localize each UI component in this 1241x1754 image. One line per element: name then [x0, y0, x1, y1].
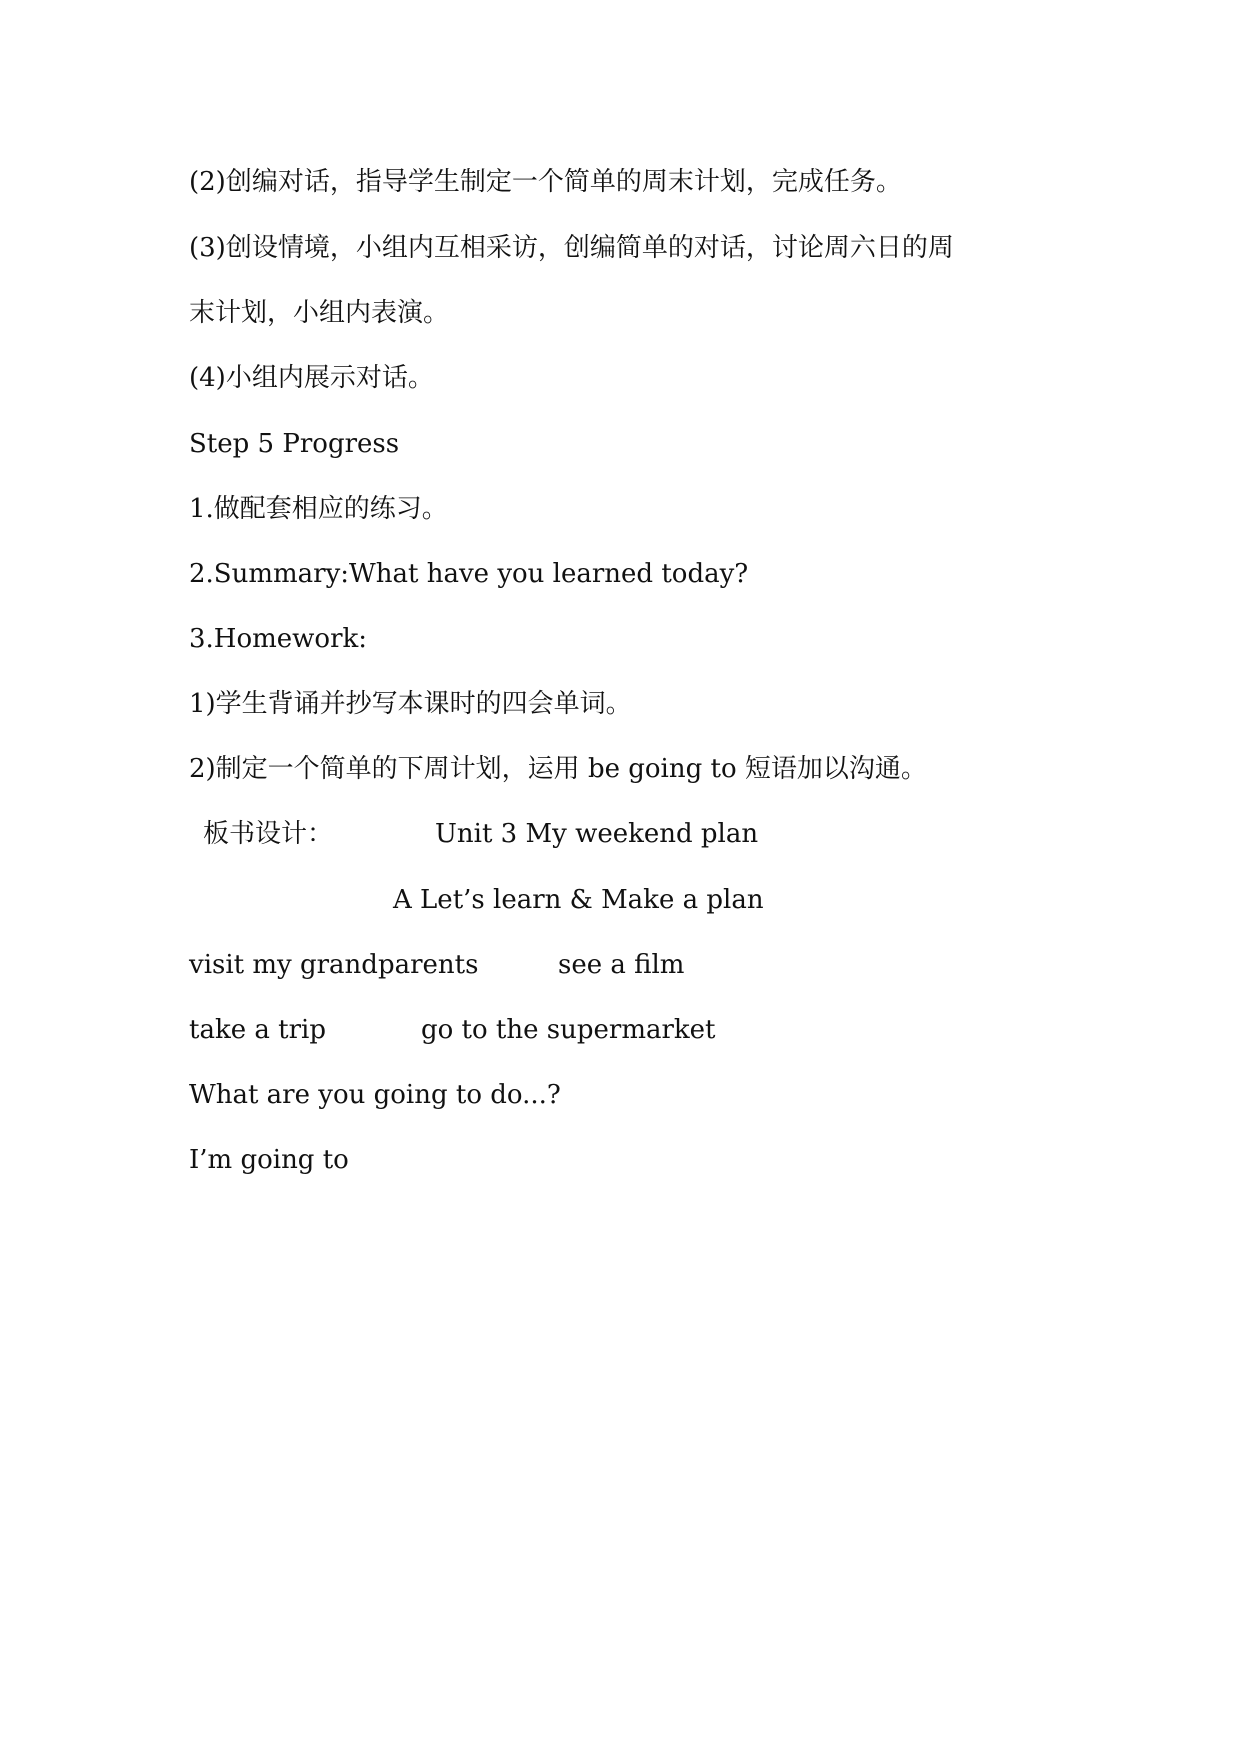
step4-item-3: (3)创设情境，小组内互相采访，创编简单的对话，讨论周六日的周	[189, 233, 954, 263]
board-phrase: take a trip	[189, 1015, 326, 1045]
board-phrase: see a film	[558, 950, 685, 980]
step4-item-3-continued: 末计划，小组内表演。	[189, 298, 450, 328]
board-subtitle: A Let’s learn & Make a plan	[393, 885, 764, 915]
board-phrase: visit my grandparents	[189, 950, 479, 980]
step5-item-1: 1.做配套相应的练习。	[189, 494, 448, 524]
board-title: Unit 3 My weekend plan	[435, 819, 759, 849]
board-design-label: 板书设计：	[203, 819, 334, 849]
board-answer: I’m going to	[189, 1145, 349, 1175]
step5-heading: Step 5 Progress	[189, 429, 400, 459]
board-phrase: go to the supermarket	[421, 1015, 716, 1045]
homework-item-1: 1)学生背诵并抄写本课时的四会单词。	[189, 689, 632, 719]
homework-item-2: 2)制定一个简单的下周计划，运用 be going to 短语加以沟通。	[189, 754, 927, 784]
step4-item-2: (2)创编对话，指导学生制定一个简单的周末计划，完成任务。	[189, 167, 902, 197]
step4-item-4: (4)小组内展示对话。	[189, 363, 434, 393]
step5-summary: 2.Summary:What have you learned today?	[189, 559, 749, 589]
board-question: What are you going to do...?	[189, 1080, 561, 1110]
step5-homework-heading: 3.Homework:	[189, 624, 368, 654]
